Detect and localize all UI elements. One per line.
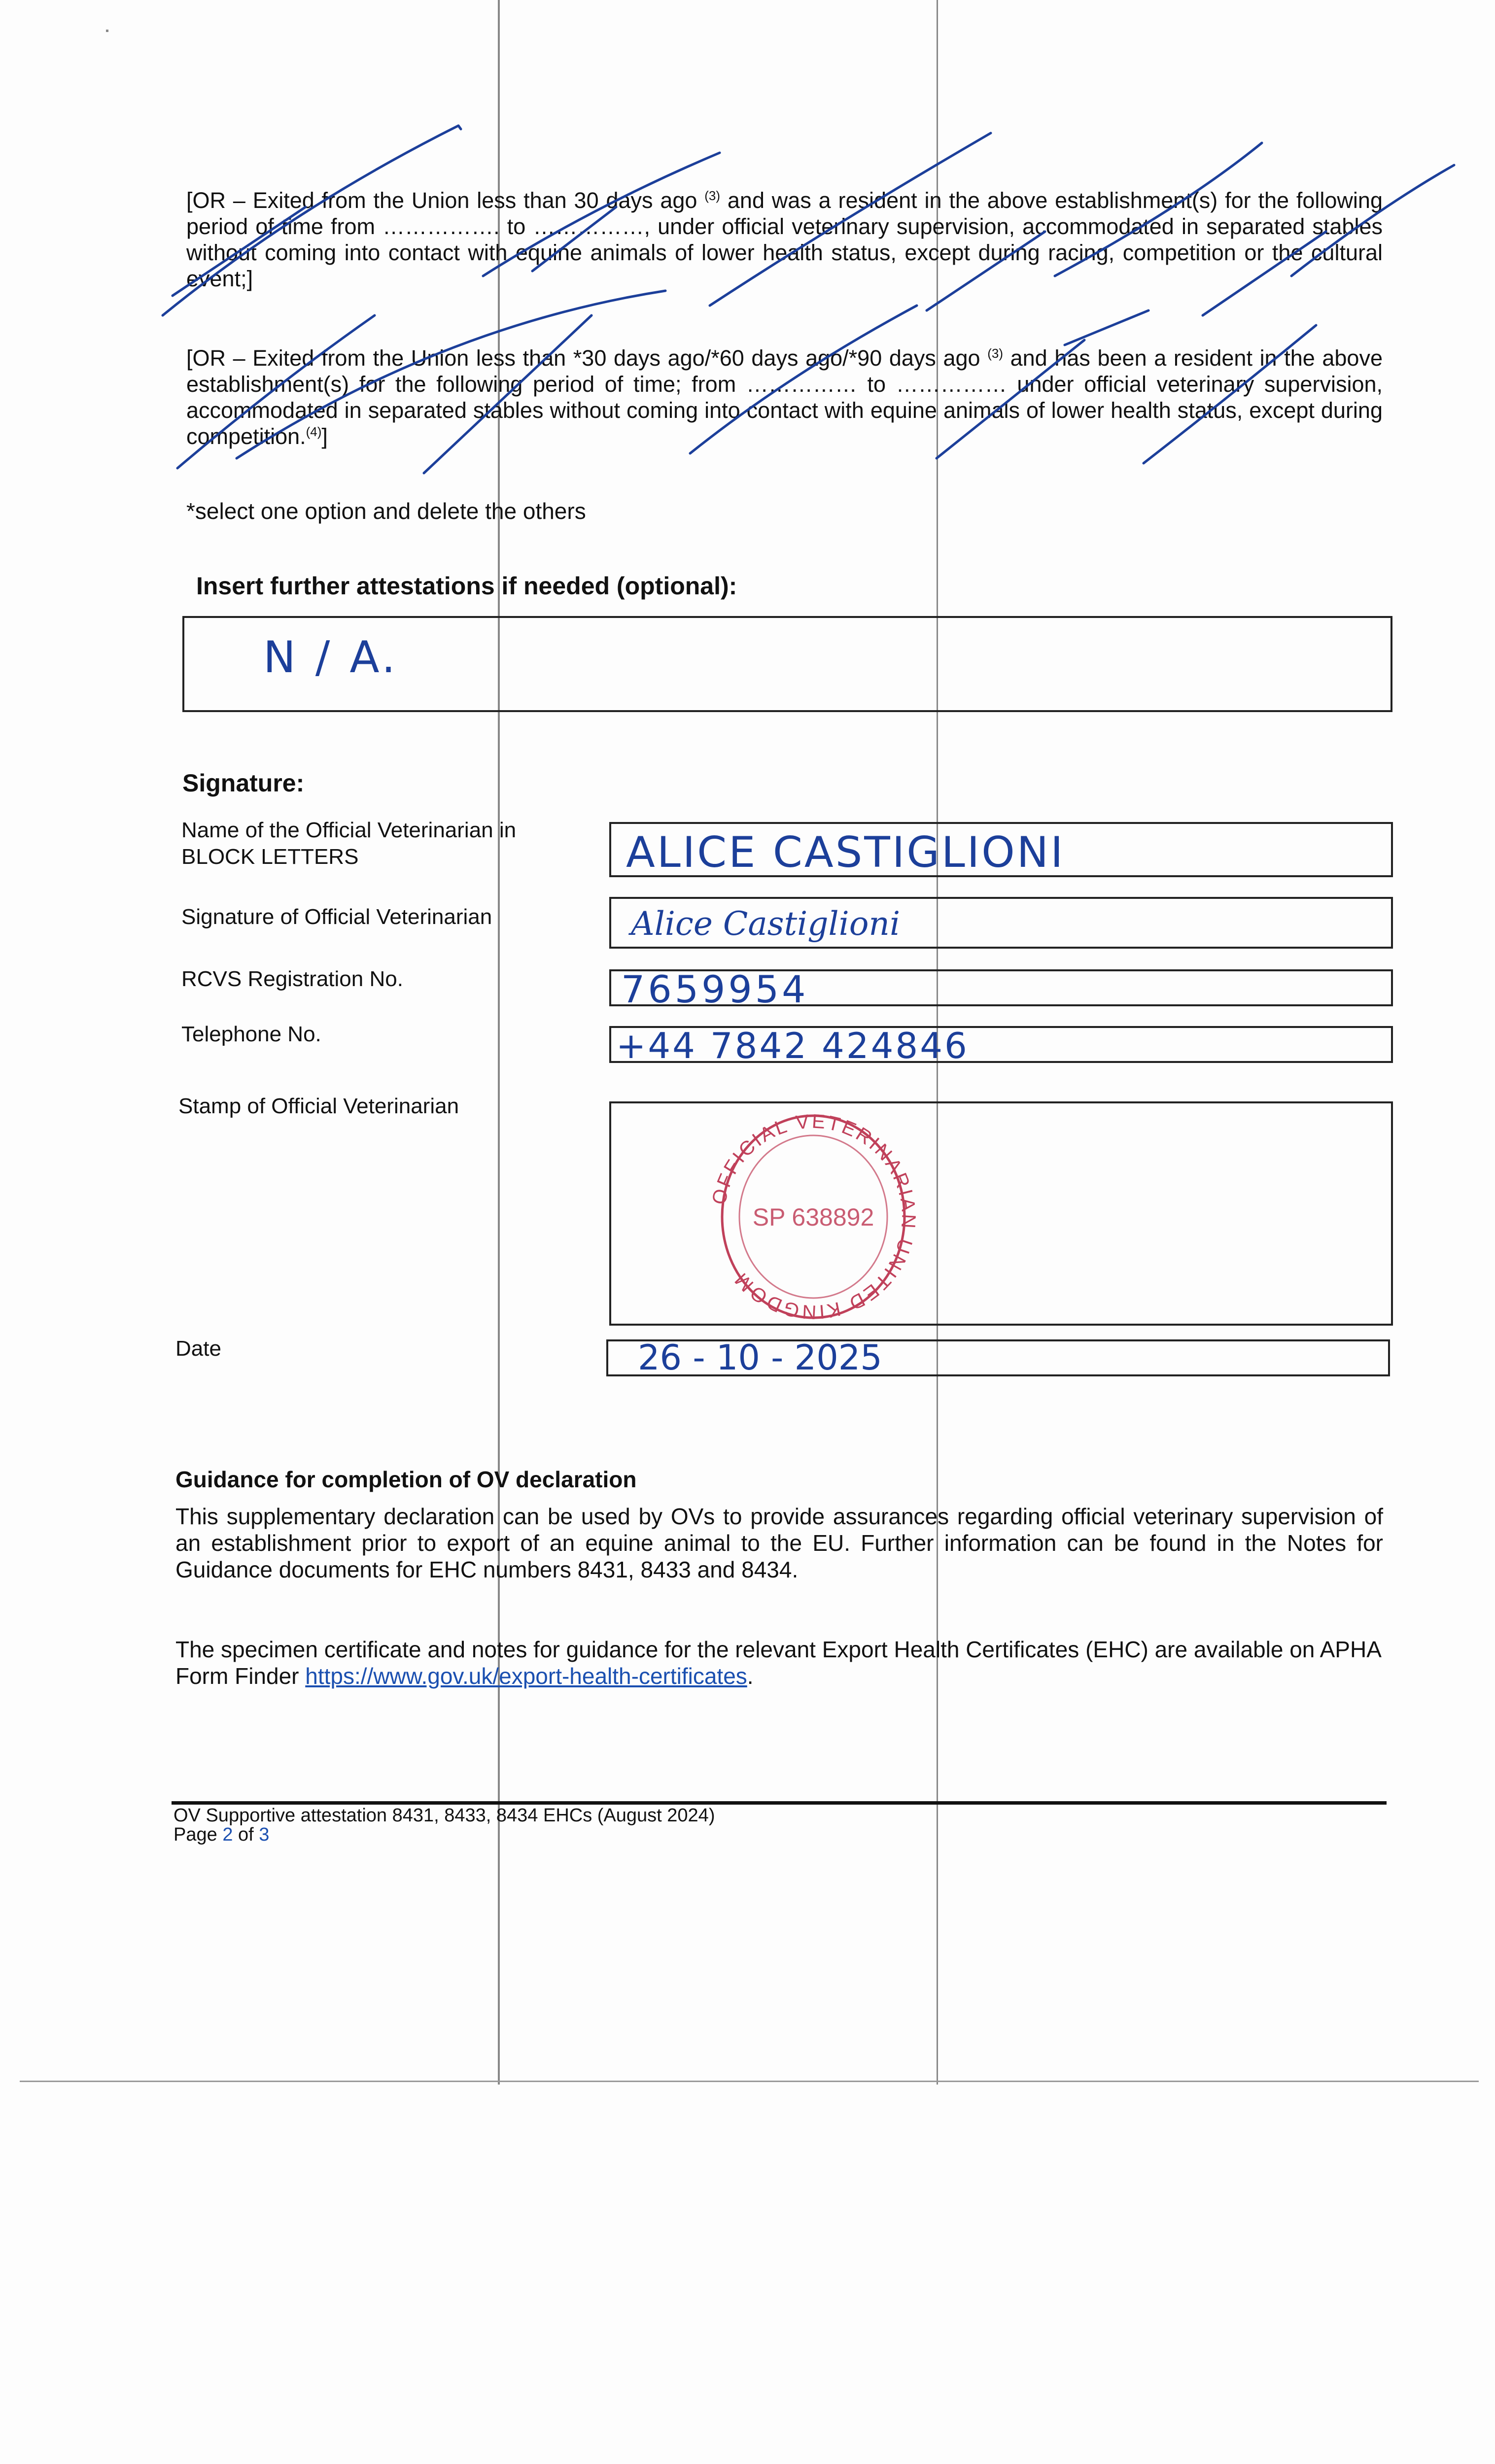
guidance-paragraph-1: This supplementary declaration can be used by OVs to provide assurances regarding official veterinary supervision of an establishment prior to export of an equine animal to the EU. Further information can be found in the Notes for Guidance documents for EHC numbers 8431, 8433 and 8434. [175, 1504, 1383, 1582]
name-label: Name of the Official Veterinarian in BLOCK LETTERS [181, 818, 517, 869]
rcvs-label: RCVS Registration No. [181, 967, 403, 991]
telephone-value: +44 7842 424846 [616, 1025, 969, 1066]
attestation-option-b: [OR – Exited from the Union less than *30 days ago/*60 days ago/*90 days ago $^{(3)}$ and has been a resident in the above establishment(s) for the following period of time; from …………… to …………… under official veterinary supervision, accommodated in separated stables without coming into contact with equine animals of lower health status, except during competition.$^{(4)}$] [186, 345, 1383, 449]
date-label: Date [175, 1336, 221, 1361]
scan-line-horizontal-bottom [20, 2081, 1479, 2082]
footer-page: Page 2 of 3 [174, 1824, 270, 1845]
rcvs-value: 7659954 [621, 967, 809, 1011]
date-value: 26 - 10 - 2025 [638, 1337, 882, 1378]
stamp-ring-text: OFFICIAL VETERINARIAN UNITED KINGDOM [708, 1110, 920, 1323]
export-health-certificates-link[interactable]: https://www.gov.uk/export-health-certificates [305, 1663, 747, 1689]
signature-heading: Signature: [182, 769, 305, 797]
date-field[interactable] [606, 1339, 1390, 1376]
attestation-option-a: [OR – Exited from the Union less than 30 days ago $^{(3)}$ and was a resident in the above establishment(s) for the following period of time from ……………. to ……………, under official veterinary supervision, accommodated in separated stables without coming into contact with equine animals of lower health status, except during racing, competition or the cultural event;] [186, 188, 1383, 291]
stamp-field[interactable] [609, 1101, 1393, 1326]
further-attestations-box[interactable] [182, 616, 1392, 712]
page-current: 2 [222, 1824, 233, 1845]
signature-field[interactable] [609, 897, 1393, 949]
telephone-field[interactable] [609, 1025, 1393, 1066]
footer-title: OV Supportive attestation 8431, 8433, 8434 EHCs (August 2024) [174, 1805, 715, 1826]
guidance-paragraph-2: The specimen certificate and notes for guidance for the relevant Export Health Certificates (EHC) are available on APHA Form Finder https://www.gov.uk/export-health-certificates. [175, 1637, 1381, 1689]
official-veterinarian-stamp [690, 1098, 937, 1325]
name-value: ALICE CASTIGLIONI [626, 828, 1065, 877]
stamp-label: Stamp of Official Veterinarian [178, 1094, 459, 1118]
name-field[interactable] [609, 822, 1393, 877]
guidance-heading: Guidance for completion of OV declaration [175, 1467, 637, 1492]
page-total: 3 [259, 1824, 270, 1845]
footer-rule [172, 1801, 1387, 1805]
further-attestations-value: N / A. [263, 632, 399, 683]
further-attestations-heading: Insert further attestations if needed (optional): [196, 572, 737, 600]
strike-through-lines [0, 0, 1495, 542]
telephone-label: Telephone No. [181, 1022, 321, 1046]
rcvs-field[interactable] [609, 967, 1393, 1011]
signature-value: Alice Castiglioni [631, 905, 901, 943]
select-note: *select one option and delete the others [186, 498, 586, 524]
stamp-number: SP 638892 [752, 1203, 874, 1231]
signature-label: Signature of Official Veterinarian [181, 905, 492, 929]
